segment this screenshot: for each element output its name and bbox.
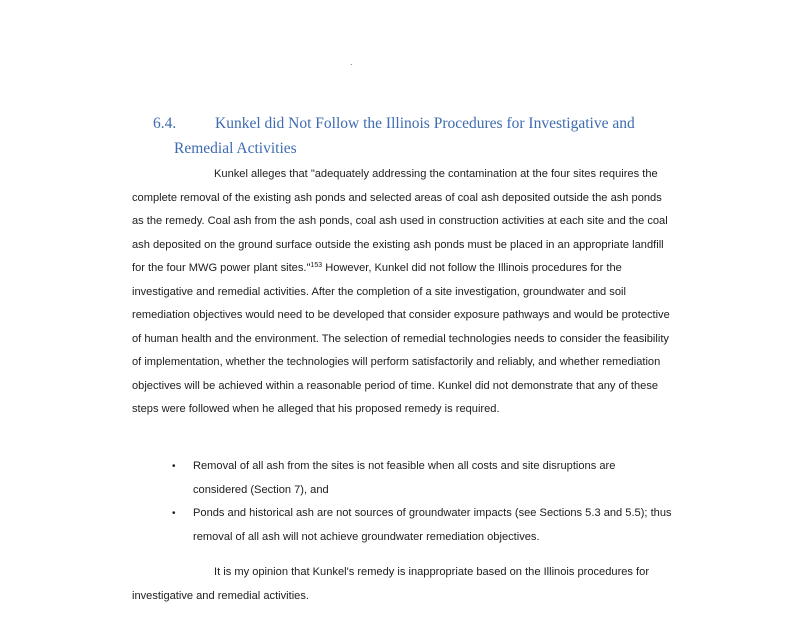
- section-heading: [153, 111, 673, 161]
- page-mark: .: [350, 57, 353, 67]
- list-item-text: Ponds and historical ash are not sources of groundwater impacts (see Sections 5.3 and 5.5); thus removal of all ash will not achieve groundwater remediation objectives.: [193, 507, 672, 543]
- body-paragraph: [132, 163, 672, 422]
- conclusion-paragraph: It is my opinion that Kunkel's remedy is inappropriate based on the Illinois procedures for investigative and remedial activities.: [132, 566, 650, 602]
- section-number: 6.4.: [153, 115, 177, 132]
- bullet-icon: •: [172, 508, 176, 519]
- list-item: [132, 455, 672, 502]
- bullet-icon: •: [172, 461, 176, 472]
- list-item: [132, 502, 672, 549]
- list-item-text: Removal of all ash from the sites is not feasible when all costs and site disruptions are considered (Section 7), and: [193, 460, 616, 496]
- footnote-reference: 153: [310, 262, 323, 269]
- paragraph-text-part2: However, Kunkel did not follow the Illinois procedures for the investigative and remedial activities. After the completion of a site investigation, groundwater and soil remediation objectives would need to be developed that consider exposure pathways and would be protective of human health and the environment. The selection of remedial technologies needs to consider the feasibility of implementation, whether the technologies will perform satisfactorily and reliably, and whether remediation objectives will be achieved within a reasonable period of time. Kunkel did not demonstrate that any of these steps were followed when he alleged that his proposed remedy is required.: [132, 262, 670, 415]
- section-title-line2: Remedial Activities: [174, 140, 297, 157]
- bullet-list: [132, 455, 672, 549]
- section-title-line1: Kunkel did Not Follow the Illinois Procedures for Investigative and: [215, 115, 635, 132]
- paragraph-text-part1: Kunkel alleges that "adequately addressing the contamination at the four sites requires the complete removal of the existing ash ponds and selected areas of coal ash deposited outside the ash ponds as the remedy. Coal ash from the ash ponds, coal ash used in construction activities at each site and the coal ash deposited on the ground surface outside the existing ash ponds must be placed in an appropriate landfill for the four MWG power plant sites.": [132, 168, 668, 274]
